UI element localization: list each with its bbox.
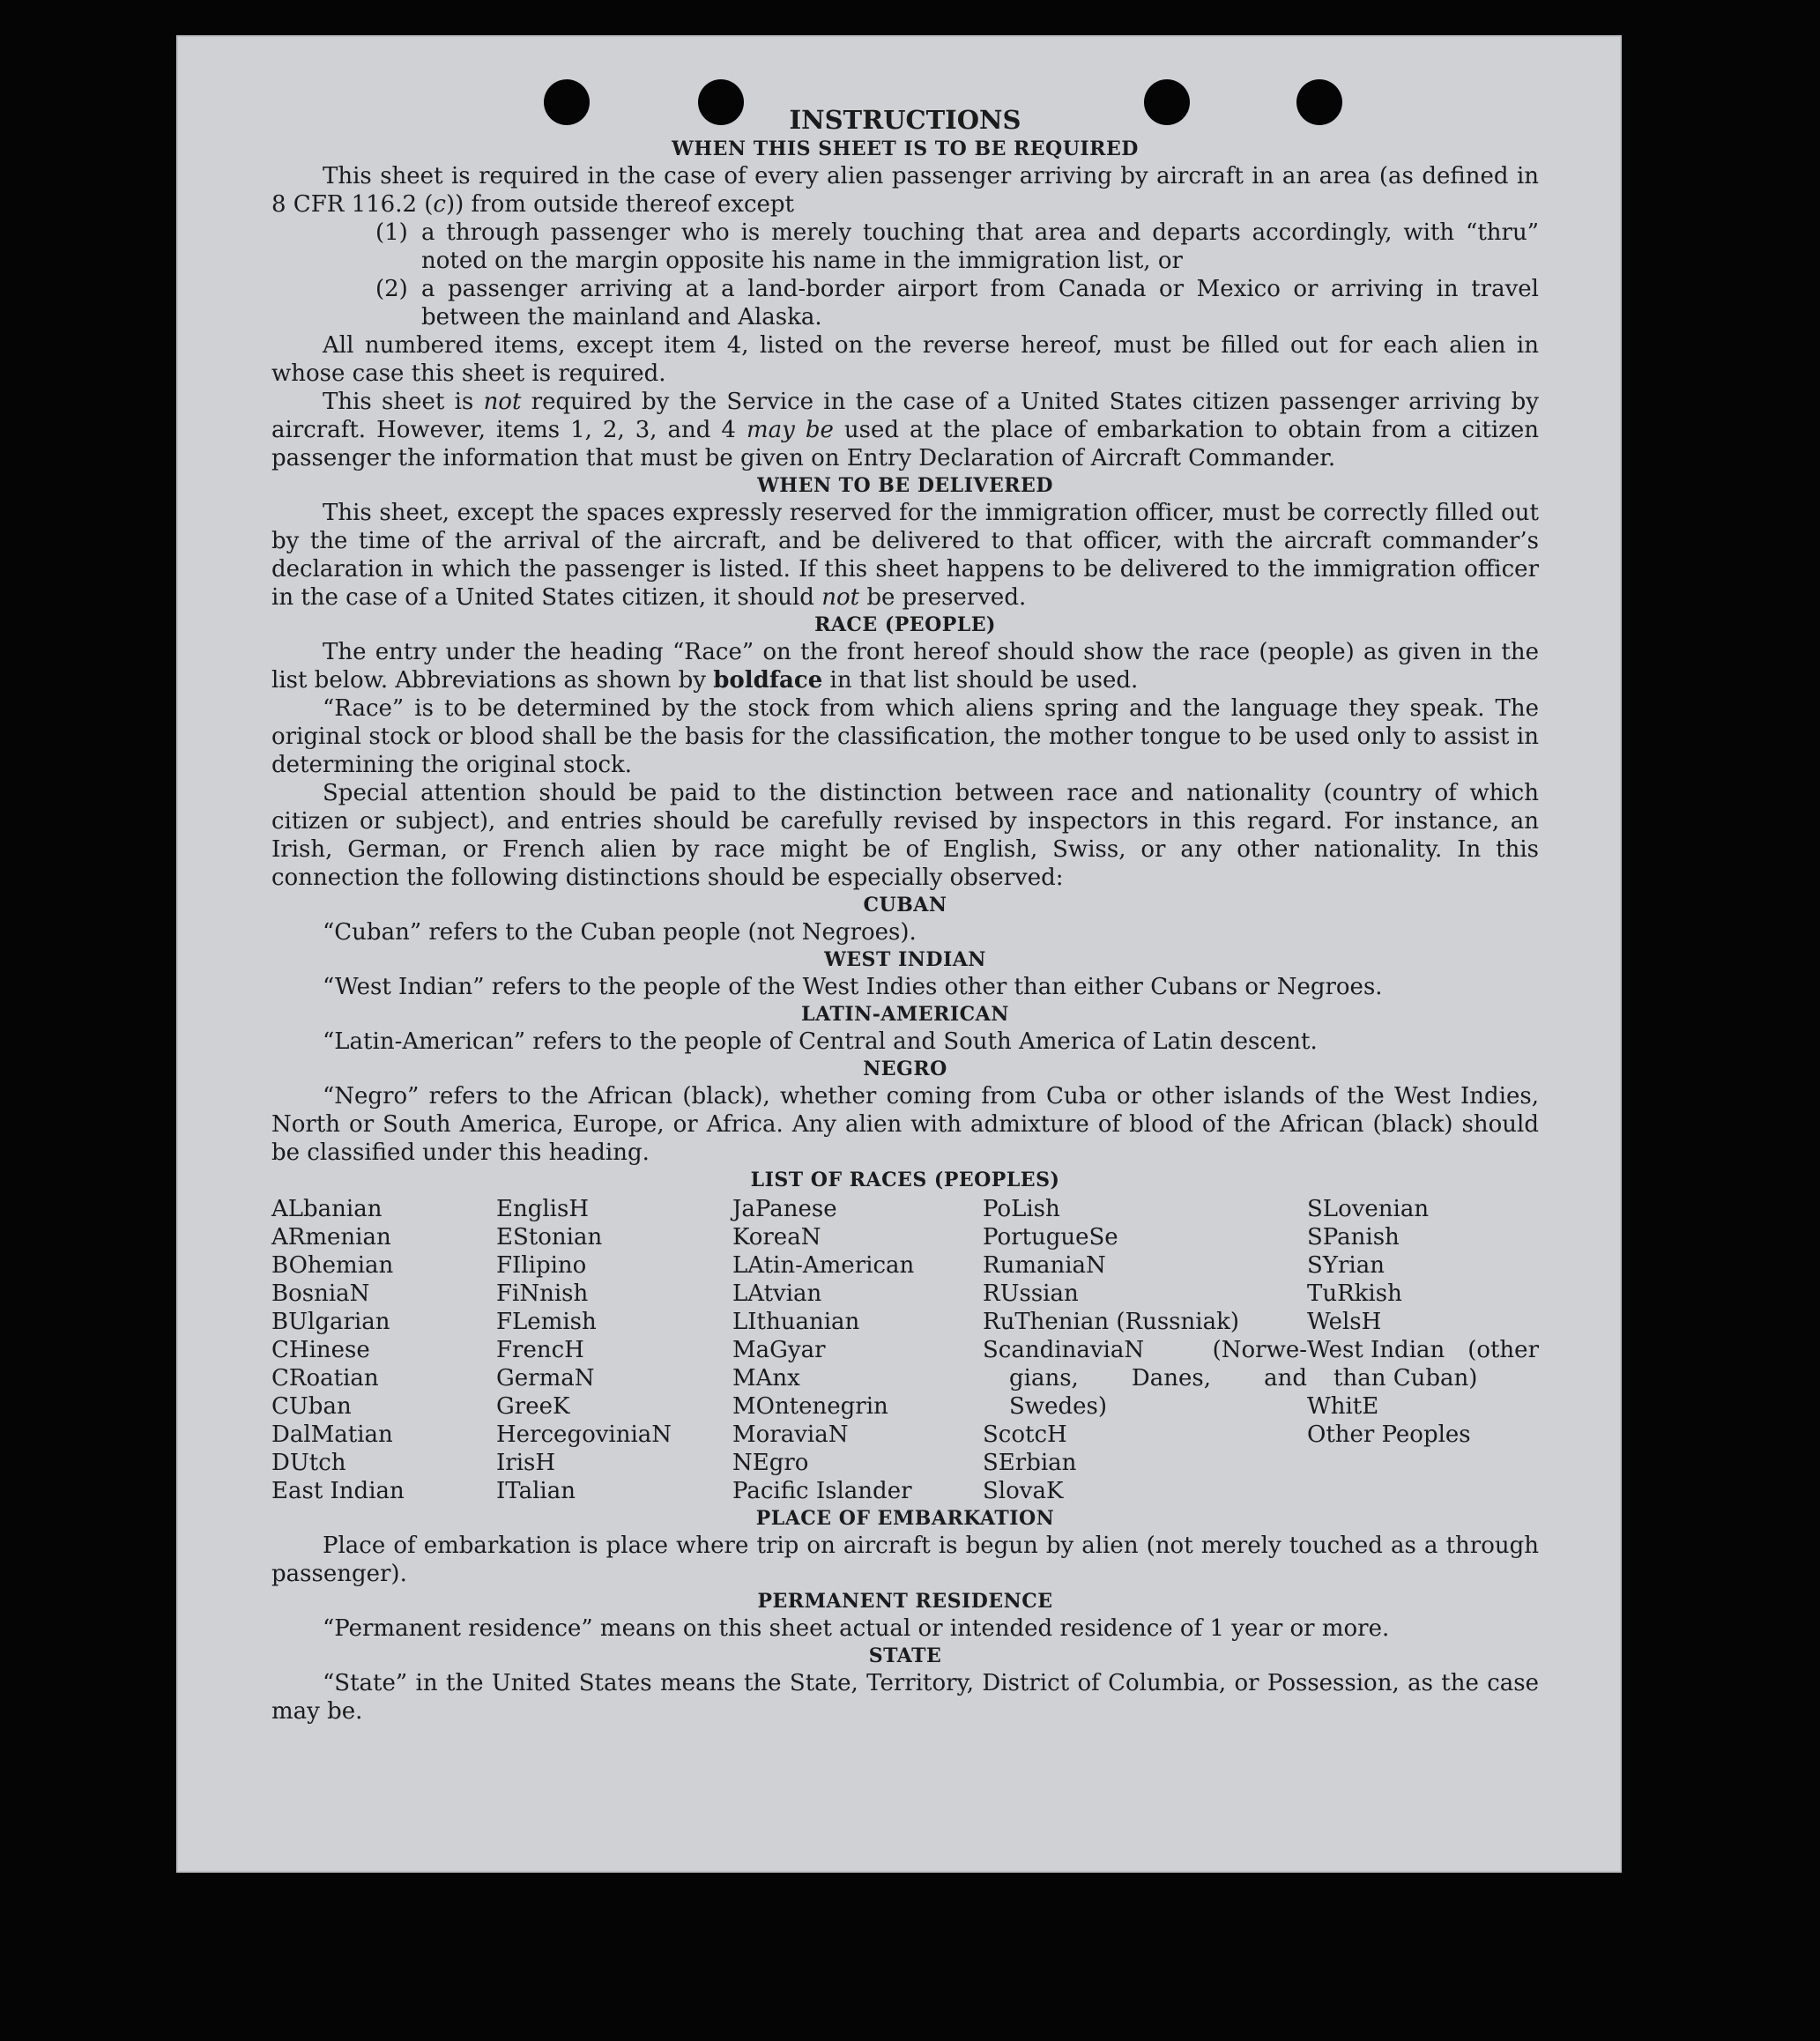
- race-item: KoreaN: [732, 1224, 821, 1251]
- race-item: East Indian: [271, 1478, 405, 1504]
- race-item: PoLish: [983, 1196, 1060, 1222]
- race-item: LAtin-American: [732, 1252, 915, 1279]
- race-item: RUssian: [983, 1280, 1079, 1307]
- list-item: (2) a passenger arriving at a land-border airport from Canada or Mexico or arriving in travel between the mainland and Alaska.: [375, 276, 1539, 330]
- race-item-continued: than Cuban): [1333, 1365, 1478, 1392]
- race-item: West Indian (other: [1307, 1337, 1539, 1363]
- paragraph: “West Indian” refers to the people of the West Indies other than either Cubans or Negroes.: [323, 974, 1383, 1000]
- race-item: HercegoviniaN: [496, 1421, 672, 1448]
- race-item: SYrian: [1307, 1252, 1385, 1279]
- paragraph: This sheet is not required by the Service in the case of a United States citizen passenger arriving by aircraft. However, items 1, 2, 3, and 4 may be used at the place of embarkation to obtain from a citizen passenger the information that must be given on Entry Declaration of Aircraft Commander.: [271, 389, 1540, 471]
- race-item: FiNnish: [496, 1280, 589, 1307]
- race-item: CUban: [271, 1393, 352, 1420]
- paragraph: “State” in the United States means the State, Territory, District of Columbia, or Possession, as the case may be.: [271, 1670, 1539, 1725]
- race-item: FIlipino: [496, 1252, 587, 1279]
- list-item: (1) a through passenger who is merely touching that area and departs accordingly, with “thru” noted on the margin opposite his name in the immigration list, or: [375, 219, 1539, 274]
- race-item: GermaN: [496, 1365, 595, 1392]
- race-item-continued: gians, Danes, and: [1009, 1365, 1307, 1392]
- race-item: ALbanian: [271, 1196, 383, 1222]
- paragraph: Special attention should be paid to the distinction between race and nationality (country of which citizen or subject), and entries should be carefully revised by inspectors in this regard. For instance, an Irish, German, or French alien by race might be of English, Swiss, or any other nationality. In this connection the following distinctions should be especially observed:: [271, 780, 1539, 891]
- race-item: DalMatian: [271, 1421, 393, 1448]
- race-item: MaGyar: [732, 1337, 826, 1363]
- race-item: BosniaN: [271, 1280, 370, 1307]
- race-item: LIthuanian: [732, 1309, 860, 1335]
- race-item: MOntenegrin: [732, 1393, 888, 1420]
- race-item: SPanish: [1307, 1224, 1400, 1251]
- race-item: PortugueSe: [983, 1224, 1118, 1251]
- race-column: [496, 1195, 732, 1505]
- race-item: DUtch: [271, 1450, 346, 1476]
- race-item: SErbian: [983, 1450, 1077, 1476]
- race-item: ITalian: [496, 1478, 576, 1504]
- section-heading-embarkation: PLACE OF EMBARKATION: [755, 1507, 1055, 1530]
- race-item-continued: Swedes): [1009, 1393, 1107, 1420]
- race-item: CRoatian: [271, 1365, 379, 1392]
- race-column: [983, 1195, 1307, 1505]
- race-item: WelsH: [1307, 1309, 1382, 1335]
- paragraph: This sheet, except the spaces expressly reserved for the immigration officer, must be correctly filled out by the time of the arrival of the aircraft, and be delivered to that officer, with the aircraft commander’s declaration in which the passenger is listed. If this sheet happens to be delivered to the immigration officer in the case of a United States citizen, it should not be preserved.: [271, 500, 1539, 611]
- race-item: RumaniaN: [983, 1252, 1106, 1279]
- paragraph: Place of embarkation is place where trip on aircraft is begun by alien (not merely touched as a through passenger).: [271, 1533, 1539, 1587]
- race-item: WhitE: [1307, 1393, 1379, 1420]
- race-item: EStonian: [496, 1224, 603, 1251]
- section-heading-state: STATE: [868, 1644, 942, 1667]
- race-item: BUlgarian: [271, 1309, 390, 1335]
- paragraph: This sheet is required in the case of every alien passenger arriving by aircraft in an area (as defined in 8 CFR 116.2 (c)) from outside thereof except: [271, 163, 1539, 218]
- race-item: EnglisH: [496, 1196, 590, 1222]
- paragraph: “Cuban” refers to the Cuban people (not Negroes).: [323, 919, 917, 946]
- section-heading-negro: NEGRO: [863, 1058, 947, 1080]
- race-item: ScotcH: [983, 1421, 1067, 1448]
- race-item: TuRkish: [1307, 1280, 1402, 1307]
- section-heading-race: RACE (PEOPLE): [814, 613, 996, 636]
- race-item: FLemish: [496, 1309, 597, 1335]
- race-item: Other Peoples: [1307, 1421, 1471, 1448]
- race-item: IrisH: [496, 1450, 556, 1476]
- document-page: [176, 35, 1622, 1873]
- section-heading-delivered: WHEN TO BE DELIVERED: [757, 474, 1053, 497]
- race-item: SlovaK: [983, 1478, 1064, 1504]
- paragraph: “Permanent residence” means on this sheet actual or intended residence of 1 year or more.: [323, 1615, 1390, 1642]
- race-item: RuThenian (Russniak): [983, 1309, 1239, 1335]
- race-item: NEgro: [732, 1450, 809, 1476]
- race-item: Pacific Islander: [732, 1478, 912, 1504]
- instructions-content: [271, 104, 1539, 1726]
- race-item: MoraviaN: [732, 1421, 849, 1448]
- race-column: [271, 1195, 496, 1505]
- paragraph: “Race” is to be determined by the stock from which aliens spring and the language they speak. The original stock or blood shall be the basis for the classification, the mother tongue to be used only to assist in determining the original stock.: [271, 695, 1539, 778]
- paragraph: The entry under the heading “Race” on the front hereof should show the race (people) as given in the list below. Abbreviations as shown by boldface in that list should be used.: [271, 639, 1539, 694]
- paragraph: “Negro” refers to the African (black), whether coming from Cuba or other islands of the West Indies, North or South America, Europe, or Africa. Any alien with admixture of blood of the African (black) should be classified under this heading.: [271, 1083, 1539, 1166]
- paragraph: “Latin-American” refers to the people of Central and South America of Latin descent.: [323, 1028, 1318, 1055]
- race-item: CHinese: [271, 1337, 370, 1363]
- race-item: JaPanese: [732, 1196, 837, 1222]
- section-heading-latin-american: LATIN-AMERICAN: [801, 1003, 1009, 1026]
- race-item: BOhemian: [271, 1252, 394, 1279]
- race-item: LAtvian: [732, 1280, 822, 1307]
- section-heading-permanent-residence: PERMANENT RESIDENCE: [757, 1590, 1053, 1613]
- race-list: [271, 1195, 1539, 1505]
- section-heading-cuban: CUBAN: [863, 894, 947, 917]
- race-item: FrencH: [496, 1337, 584, 1363]
- race-item: MAnx: [732, 1365, 800, 1392]
- section-heading-west-indian: WEST INDIAN: [824, 948, 986, 971]
- race-item: ARmenian: [271, 1224, 391, 1251]
- race-column: [1307, 1195, 1539, 1505]
- race-item: GreeK: [496, 1393, 570, 1420]
- page-title: INSTRUCTIONS: [789, 105, 1021, 135]
- paragraph: All numbered items, except item 4, listed on the reverse hereof, must be filled out for each alien in whose case this sheet is required.: [271, 332, 1539, 387]
- section-heading-required: WHEN THIS SHEET IS TO BE REQUIRED: [672, 137, 1139, 160]
- section-heading-list-of-races: LIST OF RACES (PEOPLES): [750, 1169, 1060, 1191]
- race-item: SLovenian: [1307, 1196, 1430, 1222]
- race-column: [732, 1195, 983, 1505]
- race-item: ScandinaviaN (Norwe-: [983, 1337, 1307, 1363]
